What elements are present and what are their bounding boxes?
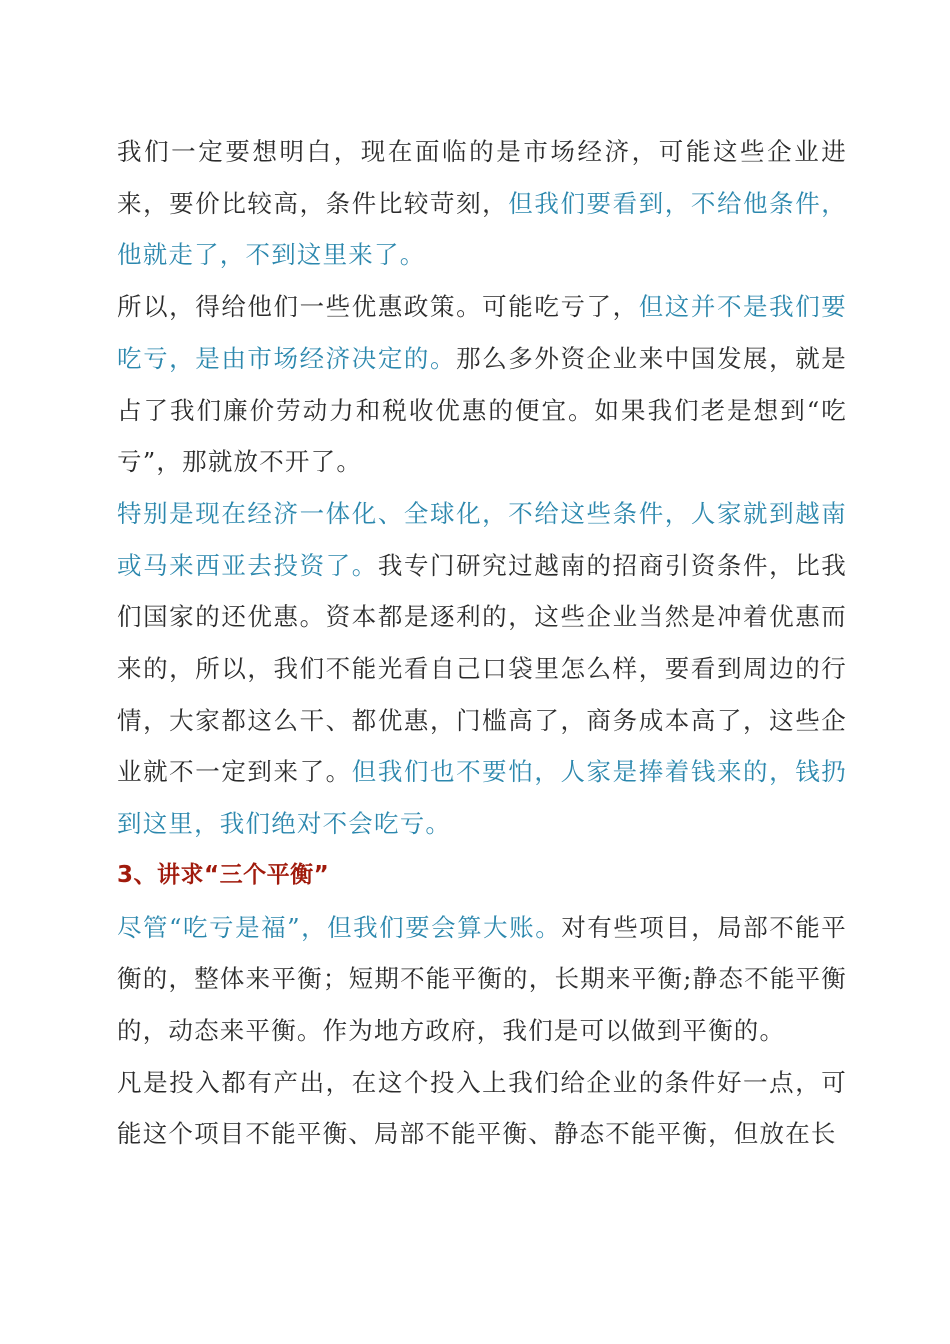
paragraph-5 [117, 1057, 847, 1160]
section-heading: 3、讲求“三个平衡” [117, 861, 330, 888]
paragraph-4-text-1: 对有些项目，局部不能平衡的，整体来平衡；短期不能平衡的，长期来平衡;静态不能平衡的，动态来平衡。作为地方政府，我们是可以做到平衡的。 [117, 912, 848, 1045]
paragraph-1-highlight-1: 但我们要看到，不给他条件，他就走了，不到这里来了。 [117, 188, 847, 270]
paragraph-2-text-1: 所以，得给他们一些优惠政策。可能吃亏了， [117, 292, 639, 322]
paragraph-2-text-2: 那么多外资企业来中国发展，就是占了我们廉价劳动力和税收优惠的便宜。如果我们老是想到“吃亏”，那就放不开了。 [117, 343, 847, 477]
paragraph-2 [117, 281, 847, 488]
paragraph-3-text-1: 我专门研究过越南的招商引资条件，比我们国家的还优惠。资本都是逐利的，这些企业当然是冲着优惠而来的，所以，我们不能光看自己口袋里怎么样，要看到周边的行情，大家都这么干、都优惠，门槛高了，商务成本高了，这些企业就不一定到来了。 [117, 550, 847, 787]
paragraph-3-highlight-2: 但我们也不要怕，人家是捧着钱来的，钱扔到这里，我们绝对不会吃亏。 [117, 757, 847, 839]
paragraph-4-highlight-1: 尽管“吃亏是福”，但我们要会算大账。 [117, 912, 562, 942]
paragraph-4 [117, 902, 847, 1057]
paragraph-1-text-1: 我们一定要想明白，现在面临的是市场经济，可能这些企业进来，要价比较高，条件比较苛刻， [117, 137, 847, 218]
paragraph-5-text-1: 凡是投入都有产出，在这个投入上我们给企业的条件好一点，可能这个项目不能平衡、局部不能平衡、静态不能平衡，但放在长 [117, 1067, 847, 1149]
paragraph-1 [117, 126, 847, 281]
document-body [117, 126, 847, 1160]
paragraph-3-highlight-1: 特别是现在经济一体化、全球化，不给这些条件，人家就到越南或马来西亚去投资了。 [117, 498, 847, 580]
paragraph-2-highlight-1: 但这并不是我们要吃亏，是由市场经济决定的。 [117, 292, 847, 373]
paragraph-3 [117, 488, 847, 850]
